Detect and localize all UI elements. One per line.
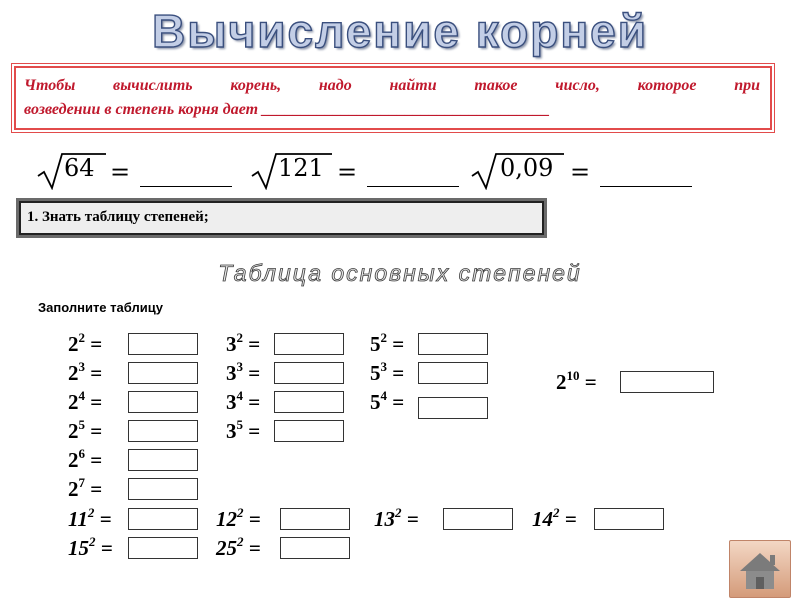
exponent: 4 <box>380 388 387 403</box>
power-text: = <box>90 448 103 472</box>
power-label <box>68 419 102 444</box>
answer-box[interactable] <box>128 478 198 500</box>
equals-sign-1: = <box>110 158 131 186</box>
answer-blank-3[interactable] <box>600 186 692 187</box>
exponent: 2 <box>553 505 560 520</box>
exponent: 2 <box>78 330 85 345</box>
answer-box[interactable] <box>128 333 198 355</box>
power-text: 2 <box>68 477 79 501</box>
exponent: 6 <box>78 446 85 461</box>
answer-box[interactable] <box>128 391 198 413</box>
power-text: = <box>584 370 597 394</box>
power-text: = <box>406 507 419 531</box>
power-label <box>216 536 261 561</box>
definition-box <box>14 66 772 130</box>
exponent: 5 <box>236 417 243 432</box>
power-label <box>370 390 404 415</box>
answer-box[interactable] <box>418 397 488 419</box>
answer-box-2-10[interactable] <box>620 371 714 393</box>
answer-blank-2[interactable] <box>367 186 459 187</box>
equals-sign-2: = <box>337 158 358 186</box>
exponent: 2 <box>87 505 95 520</box>
power-text: 5 <box>370 361 381 385</box>
power-label <box>226 419 260 444</box>
root-expression-2 <box>250 150 332 190</box>
table-title: Таблица основных степеней <box>218 260 582 286</box>
power-text: = <box>564 507 577 531</box>
answer-box[interactable] <box>128 420 198 442</box>
exponent: 2 <box>395 505 402 520</box>
power-text: 2 <box>556 370 567 394</box>
answer-blank-1[interactable] <box>140 186 232 187</box>
power-text: = <box>392 390 405 414</box>
radicand-1: 64 <box>64 154 95 182</box>
power-text: 2 <box>68 361 79 385</box>
exponent: 10 <box>566 368 580 383</box>
exponent: 3 <box>78 359 85 374</box>
power-text: = <box>90 390 103 414</box>
definition-line-2: возведении в степень корня дает ____________________________________ <box>24 101 551 118</box>
power-text: 2 <box>68 390 79 414</box>
answer-box[interactable] <box>443 508 513 530</box>
exponent: 4 <box>236 388 243 403</box>
answer-box[interactable] <box>274 391 344 413</box>
power-text: = <box>248 536 261 560</box>
power-text: 25 <box>216 536 237 560</box>
power-label <box>370 332 404 357</box>
power-text: 14 <box>532 507 553 531</box>
power-label <box>374 507 419 532</box>
answer-box[interactable] <box>594 508 664 530</box>
power-text: = <box>90 361 103 385</box>
exponent: 5 <box>78 417 85 432</box>
power-text: 3 <box>226 419 237 443</box>
home-icon <box>730 541 790 597</box>
exponent: 2 <box>380 330 387 345</box>
power-text: = <box>248 507 261 531</box>
power-text: 3 <box>226 390 237 414</box>
power-text: 3 <box>226 332 237 356</box>
power-label <box>68 536 113 561</box>
power-text: = <box>100 536 113 560</box>
power-text: 2 <box>68 419 79 443</box>
power-label <box>68 477 102 502</box>
answer-box[interactable] <box>128 508 198 530</box>
power-text: = <box>392 332 405 356</box>
power-label <box>68 332 102 357</box>
power-text: = <box>90 477 103 501</box>
power-text: 2 <box>68 332 79 356</box>
power-text: = <box>90 332 103 356</box>
root-expression-3 <box>470 150 564 190</box>
power-label <box>68 448 102 473</box>
slide-title: Вычисление корней <box>152 5 648 57</box>
power-text: = <box>248 361 261 385</box>
answer-box[interactable] <box>274 362 344 384</box>
definition-line-1: Чтобы вычислить корень, надо найти такое число, которое при <box>24 77 760 94</box>
root-expression-1 <box>36 150 106 190</box>
power-label <box>226 390 260 415</box>
answer-box[interactable] <box>280 508 350 530</box>
power-text: = <box>99 507 112 531</box>
definition-text <box>24 74 760 122</box>
step-bar <box>16 198 547 238</box>
answer-box[interactable] <box>274 333 344 355</box>
radicand-2: 121 <box>278 154 324 182</box>
exponent: 2 <box>236 330 243 345</box>
power-text: = <box>248 332 261 356</box>
power-text: 2 <box>68 448 79 472</box>
power-text: = <box>392 361 405 385</box>
equals-sign-3: = <box>570 158 591 186</box>
home-button[interactable] <box>729 540 791 598</box>
radicand-3: 0,09 <box>500 154 554 182</box>
exponent: 3 <box>236 359 243 374</box>
power-label <box>68 390 102 415</box>
power-text: = <box>248 390 261 414</box>
power-text: 3 <box>226 361 237 385</box>
answer-box[interactable] <box>418 362 488 384</box>
power-label <box>226 361 260 386</box>
exponent: 2 <box>237 505 244 520</box>
power-text: 15 <box>68 536 89 560</box>
power-label-2-10 <box>556 370 597 395</box>
power-text: 13 <box>374 507 395 531</box>
answer-box[interactable] <box>128 362 198 384</box>
answer-box[interactable] <box>418 333 488 355</box>
power-text: 5 <box>370 390 381 414</box>
exponent: 2 <box>237 534 244 549</box>
power-text: 11 <box>68 507 88 531</box>
exponent: 7 <box>78 475 85 490</box>
answer-box[interactable] <box>128 537 198 559</box>
power-label <box>226 332 260 357</box>
exponent: 4 <box>78 388 85 403</box>
power-label <box>68 361 102 386</box>
exponent: 3 <box>380 359 387 374</box>
fill-hint: Заполните таблицу <box>38 300 163 315</box>
power-text: = <box>90 419 103 443</box>
answer-box[interactable] <box>280 537 350 559</box>
power-label <box>370 361 404 386</box>
power-label <box>216 507 261 532</box>
step-text: 1. Знать таблицу степеней; <box>19 201 544 235</box>
power-text: = <box>248 419 261 443</box>
power-label <box>68 507 112 532</box>
power-text: 5 <box>370 332 381 356</box>
answer-box[interactable] <box>274 420 344 442</box>
exponent: 2 <box>89 534 96 549</box>
answer-box[interactable] <box>128 449 198 471</box>
power-text: 12 <box>216 507 237 531</box>
power-label <box>532 507 577 532</box>
